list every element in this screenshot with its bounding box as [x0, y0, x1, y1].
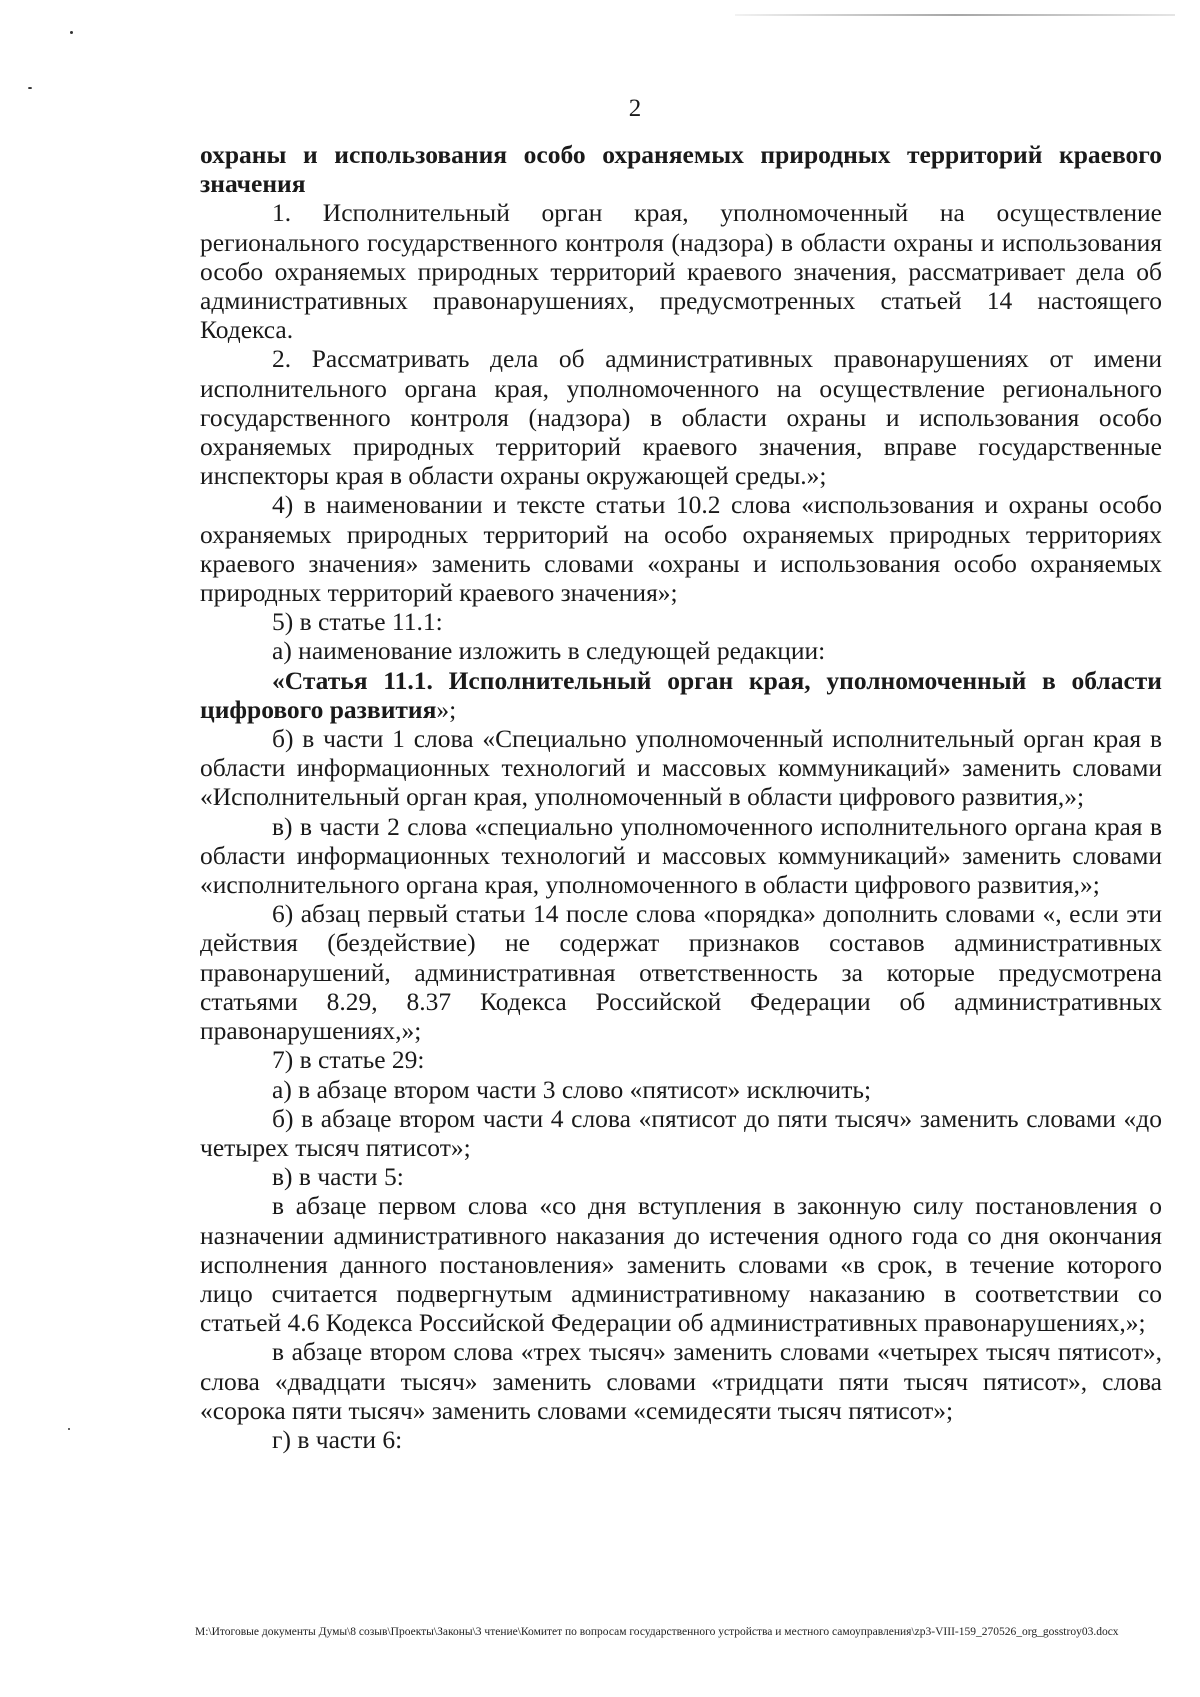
scan-speck [28, 87, 32, 89]
scan-speck [68, 1428, 70, 1430]
paragraph: а) наименование изложить в следующей редакции: [272, 636, 826, 666]
article-title-paragraph [200, 666, 1162, 724]
file-path-footer: M:\Итоговые документы Думы\8 созыв\Проекты\Законы\3 чтение\Комитет по вопросам государственного устройства и местного самоуправления\zp3-VIII-159_270526_org_gosstroy03.docx [195, 1626, 1119, 1638]
paragraph: 2. Рассматривать дела об административных правонарушениях от имени исполнительного органа края, уполномоченного на осуществление регионального государственного контроля (надзора) в области охраны и использования особо охраняемых природных территорий краевого значения, вправе государственные инспекторы края в области охраны окружающей среды.»; [200, 344, 1162, 491]
paragraph: в абзаце втором слова «трех тысяч» заменить словами «четырех тысяч пятисот», слова «двадцати тысяч» заменить словами «тридцати пяти тысяч пятисот», слова «сорока пяти тысяч» заменить словами «семидесяти тысяч пятисот»; [200, 1337, 1162, 1425]
scan-edge-line [735, 14, 1175, 16]
document-body [200, 140, 1162, 1454]
paragraph: 5) в статье 11.1: [272, 607, 443, 637]
paragraph: г) в части 6: [272, 1424, 403, 1454]
paragraph: в) в части 2 слова «специально уполномоченного исполнительного органа края в области информационных технологий и массовых коммуникаций» заменить словами «исполнительного органа края, уполномоченного в области цифрового развития,»; [200, 811, 1162, 900]
page-number: 2 [628, 95, 642, 122]
paragraph: 7) в статье 29: [272, 1045, 425, 1075]
paragraph: б) в части 1 слова «Специально уполномоченный исполнительный орган края в области информационных технологий и массовых коммуникаций» заменить словами «Исполнительный орган края, уполномоченный в области цифрового развития,»; [200, 724, 1162, 812]
paragraph: 1. Исполнительный орган края, уполномоченный на осуществление регионального государственного контроля (надзора) в области охраны и использования особо охраняемых природных территорий краевого значения, рассматривает дела об административных правонарушениях, предусмотренных статьей 14 настоящего Кодекса. [200, 198, 1162, 345]
paragraph: в) в части 5: [272, 1162, 404, 1192]
article-title-bold: «Статья 11.1. Исполнительный орган края, уполномоченный в области цифрового развития [200, 665, 1162, 724]
paragraph: б) в абзаце втором части 4 слова «пятисот до пяти тысяч» заменить словами «до четырех тысяч пятисот»; [200, 1103, 1162, 1162]
paragraph: 4) в наименовании и тексте статьи 10.2 слова «использования и охраны особо охраняемых природных территорий на особо охраняемых природных территориях краевого значения» заменить словами «охраны и использования особо охраняемых природных территорий краевого значения»; [200, 490, 1162, 608]
paragraph: в абзаце первом слова «со дня вступления в законную силу постановления о назначении административного наказания до истечения одного года со дня окончания исполнения данного постановления» заменить словами «в срок, в течение которого лицо считается подвергнутым административному наказанию в соответствии со статьей 4.6 Кодекса Российской Федерации об административных правонарушениях,»; [200, 1191, 1162, 1338]
paragraph: 6) абзац первый статьи 14 после слова «порядка» дополнить словами «, если эти действия (бездействие) не содержат признаков составов административных правонарушений, административная ответственность за которые предусмотрена статьями 8.29, 8.37 Кодекса Российской Федерации об административных правонарушениях,»; [200, 899, 1162, 1046]
paragraph: а) в абзаце втором части 3 слово «пятисот» исключить; [272, 1074, 872, 1104]
article-heading-continuation: охраны и использования особо охраняемых природных территорий краевого значения [200, 140, 1162, 199]
scan-speck [70, 31, 73, 34]
article-title-tail: »; [436, 694, 457, 724]
